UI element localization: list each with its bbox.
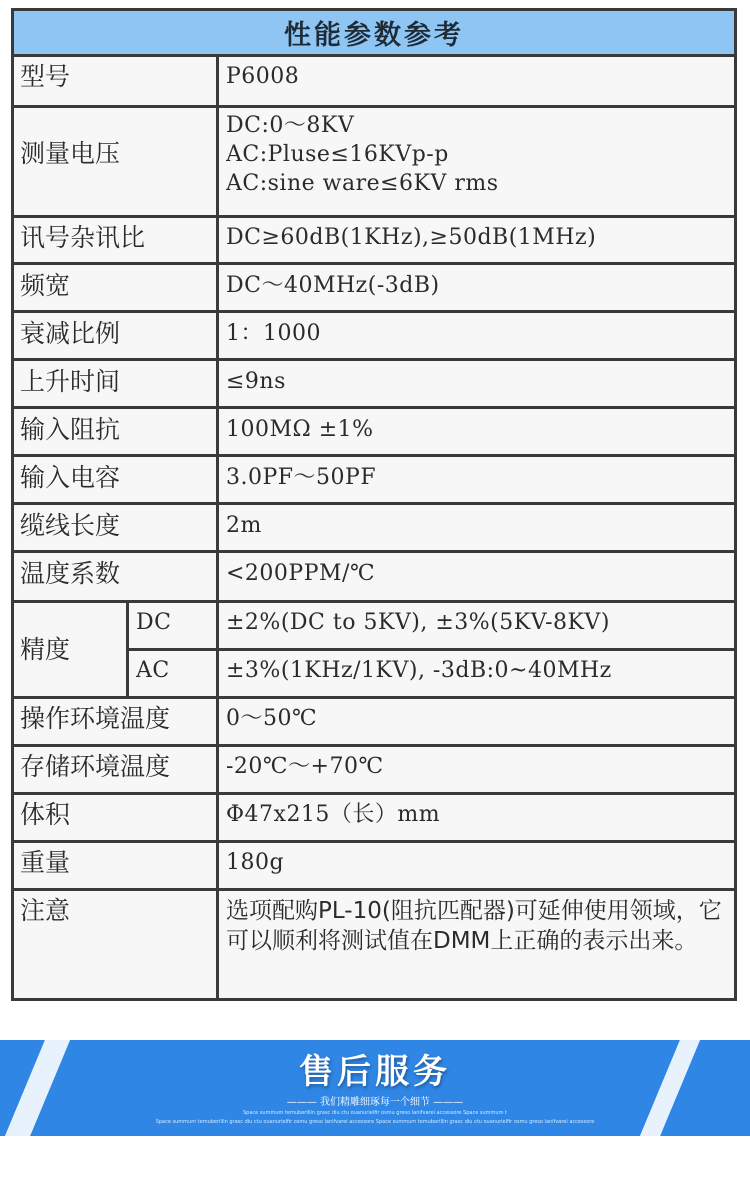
label-temp-coefficient: 温度系数 <box>20 559 121 588</box>
label-operating-temp: 操作环境温度 <box>20 704 171 733</box>
grid-line <box>11 262 737 265</box>
service-fine-print: Space summum temuberillin grasc diu ctu ouanurielfir osmu greso lanifvarei accessore Space summum t <box>242 1110 507 1116</box>
label-cable-length: 缆线长度 <box>20 511 121 540</box>
label-input-impedance: 输入阻抗 <box>20 415 121 444</box>
label-weight: 重量 <box>20 848 71 877</box>
service-title: 售后服务 <box>299 1052 451 1092</box>
label-rise-time: 上升时间 <box>20 367 121 396</box>
grid-line <box>11 792 737 795</box>
grid-line <box>11 358 737 361</box>
value-cable-length: 2m <box>226 513 262 538</box>
grid-line <box>216 57 219 998</box>
value-volume: Φ47x215（长）mm <box>226 802 441 827</box>
label-precision-dc: DC <box>136 610 172 635</box>
grid-line <box>126 600 129 698</box>
service-subtitle: ——— 我们精雕细琢每一个细节 ——— <box>286 1097 464 1108</box>
value-temp-coefficient: <200PPM/℃ <box>226 561 376 586</box>
value-snr: DC≥60dB(1KHz),≥50dB(1MHz) <box>226 225 597 250</box>
value-operating-temp: 0～50℃ <box>226 706 318 731</box>
label-precision: 精度 <box>20 635 71 664</box>
value-rise-time: ≤9ns <box>226 369 286 394</box>
grid-line <box>11 310 737 313</box>
grid-line <box>11 105 737 108</box>
grid-line <box>11 840 737 843</box>
value-precision-ac: ±3%(1KHz/1KV), -3dB:0~40MHz <box>226 658 612 683</box>
label-model: 型号 <box>20 62 71 91</box>
value-bandwidth: DC～40MHz(-3dB) <box>226 273 440 298</box>
grid-line <box>11 454 737 457</box>
grid-line <box>11 744 737 747</box>
label-precision-ac: AC <box>136 658 170 683</box>
grid-line <box>11 550 737 553</box>
value-note: 选项配购PL-10(阻抗匹配器)可延伸使用领域，它可以顺利将测试值在DMM上正确的表示出来。 <box>226 898 722 954</box>
value-weight: 180g <box>226 850 285 875</box>
value-input-impedance: 100MΩ ±1% <box>226 417 374 442</box>
grid-line <box>11 888 737 891</box>
service-fine-print: Space summum temuberillin grasc diu ctu ouanurielfir osmu greso lanifvarei accessore Space summum temuberillin grasc diu ctu ouanurielfir osmu greso lanifvarei accessore <box>155 1119 595 1125</box>
label-storage-temp: 存储环境温度 <box>20 752 171 781</box>
label-bandwidth: 频宽 <box>20 271 71 300</box>
value-attenuation: 1：1000 <box>226 321 321 346</box>
value-input-capacitance: 3.0PF～50PF <box>226 465 377 490</box>
value-measure-voltage: DC:0～8KV AC:Pluse≤16KVp-p AC:sine ware≤6KV rms <box>226 113 499 196</box>
grid-line <box>11 696 737 699</box>
grid-line <box>11 215 737 218</box>
label-measure-voltage: 测量电压 <box>20 139 121 168</box>
label-volume: 体积 <box>20 800 71 829</box>
grid-line <box>11 502 737 505</box>
grid-line <box>11 406 737 409</box>
table-title: 性能参数参考 <box>11 8 737 57</box>
label-attenuation: 衰减比例 <box>20 319 121 348</box>
value-storage-temp: -20℃～+70℃ <box>226 754 384 779</box>
grid-line <box>11 600 737 603</box>
label-snr: 讯号杂讯比 <box>20 223 146 252</box>
label-input-capacitance: 输入电容 <box>20 463 121 492</box>
label-note: 注意 <box>20 896 71 925</box>
value-model: P6008 <box>226 64 300 89</box>
value-precision-dc: ±2%(DC to 5KV), ±3%(5KV-8KV) <box>226 610 610 635</box>
